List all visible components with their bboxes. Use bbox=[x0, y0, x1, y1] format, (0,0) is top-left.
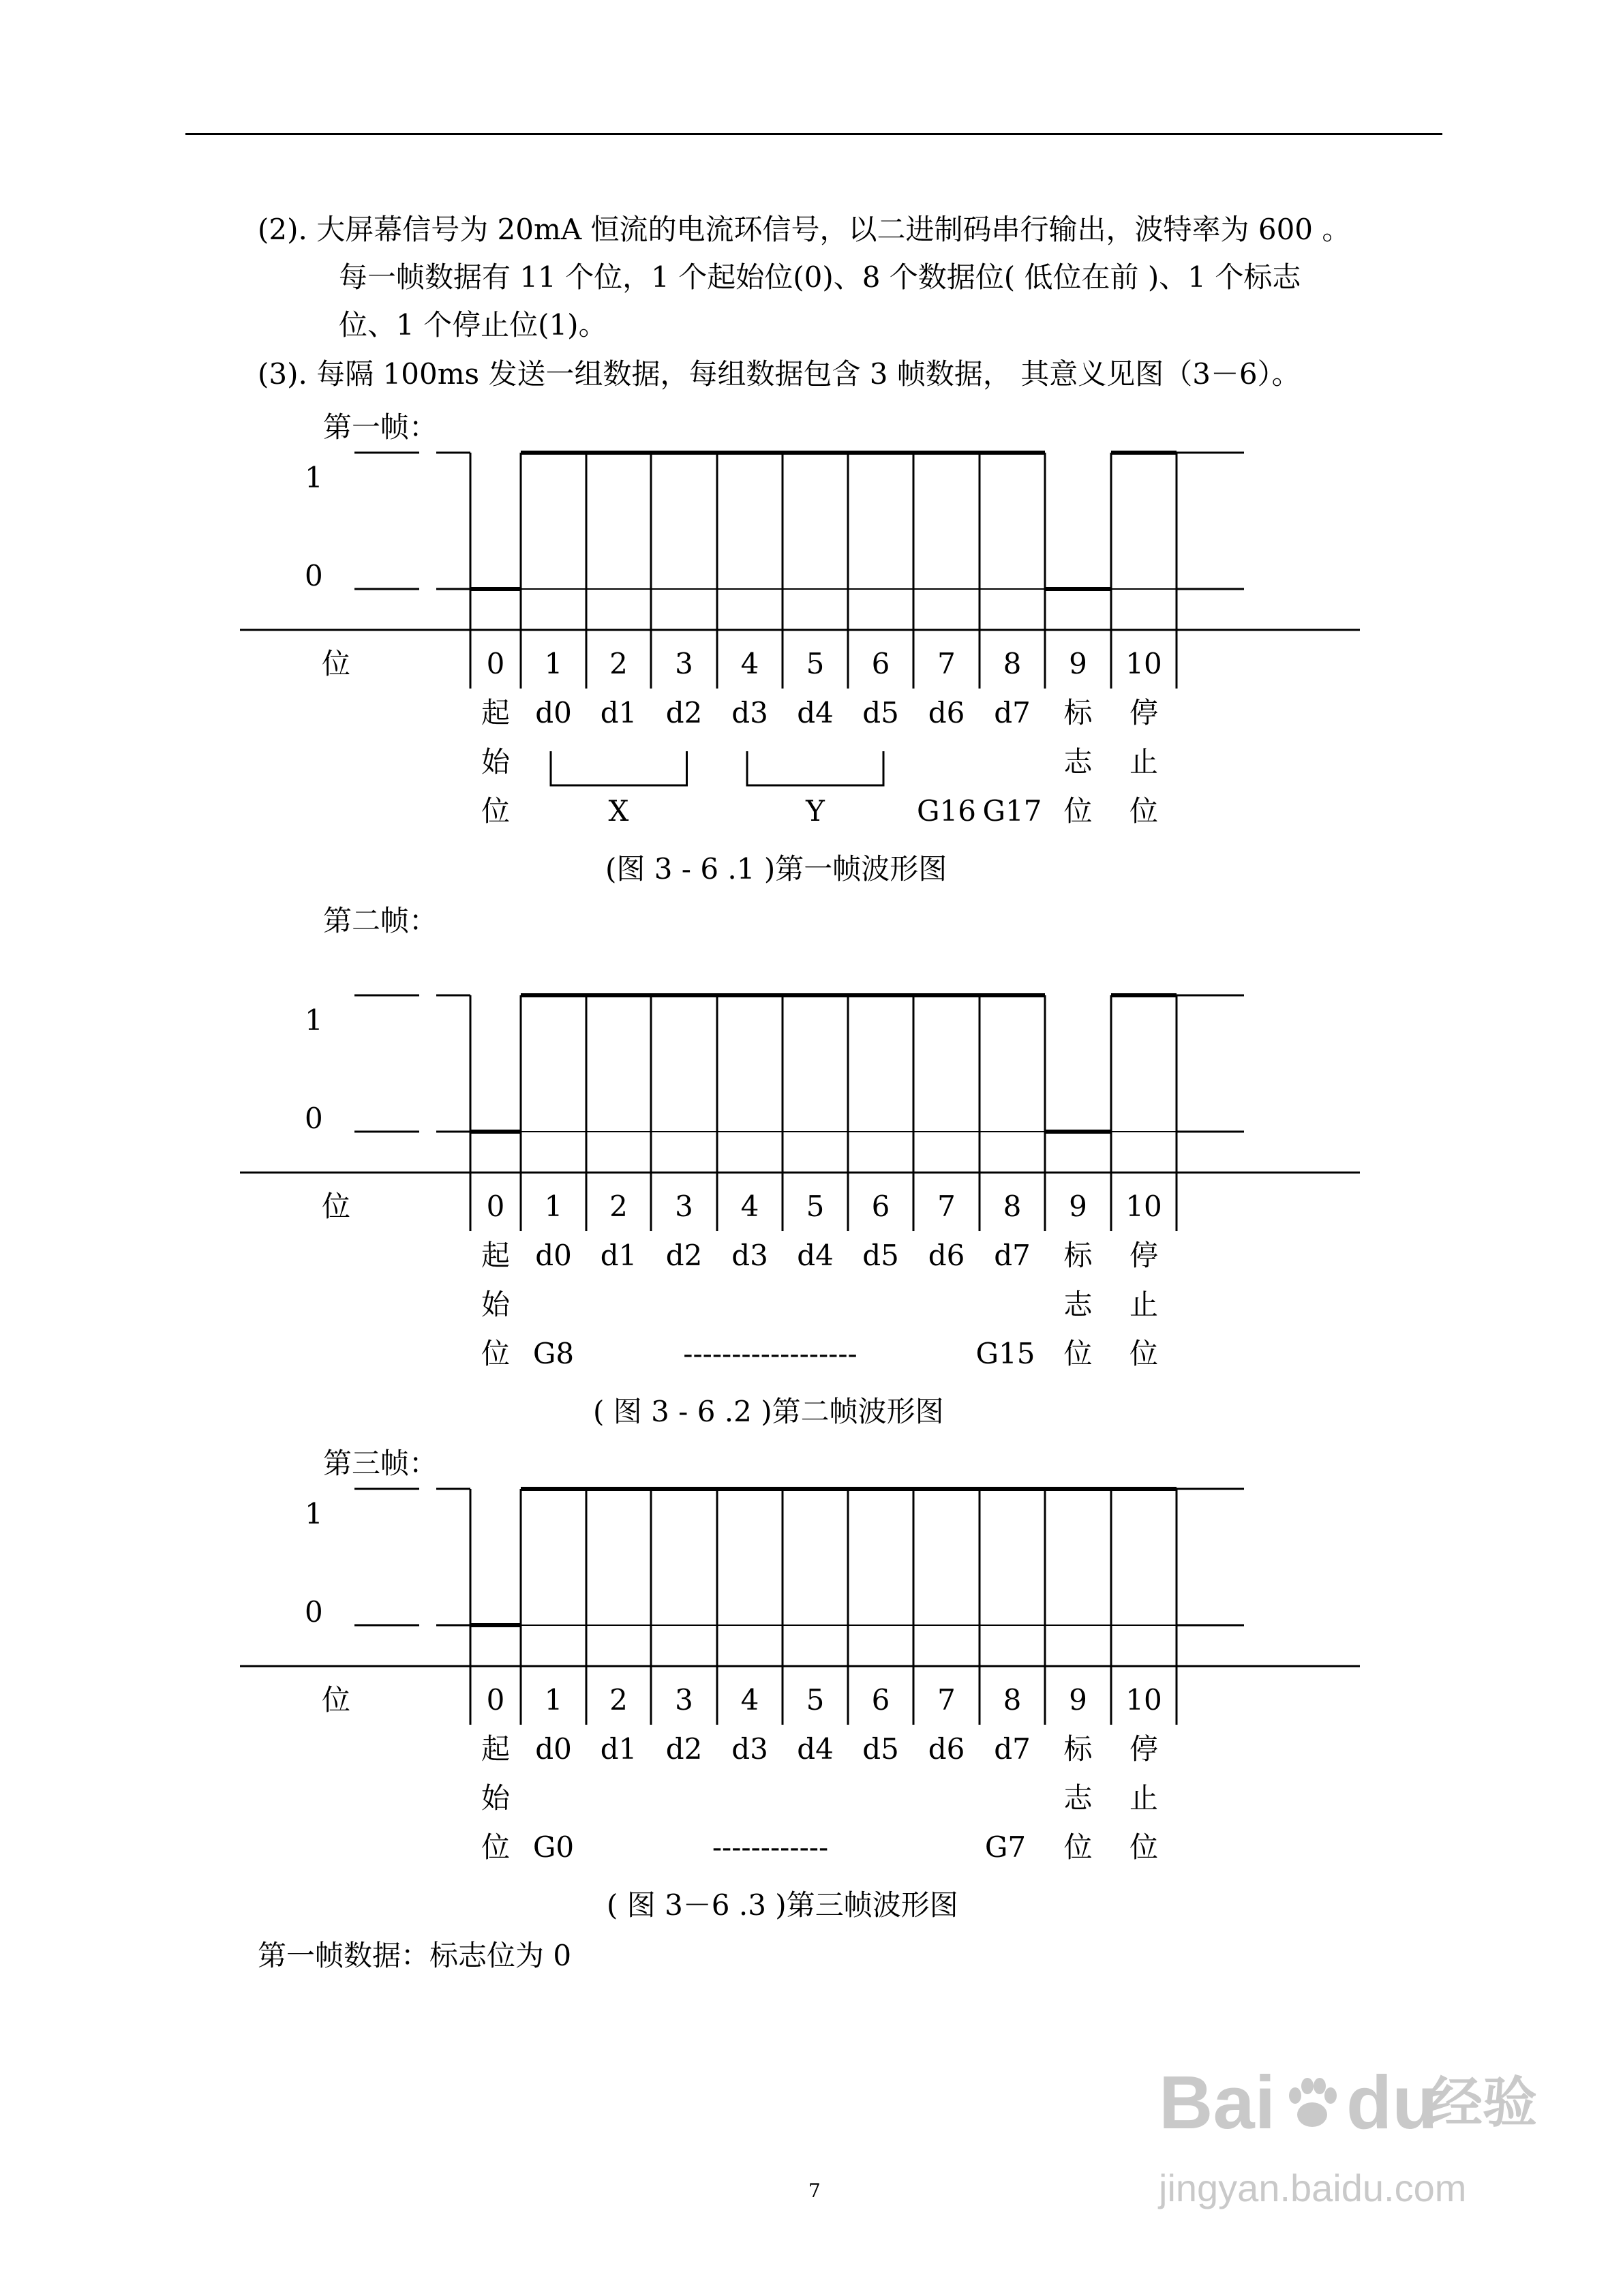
baidu-watermark bbox=[1159, 2061, 1541, 2222]
bit-number-0: 0 bbox=[486, 647, 505, 680]
bit-meaning2-0: 始 bbox=[481, 1288, 511, 1321]
bit-meaning2-0: 始 bbox=[481, 1781, 511, 1815]
row-label: 位 bbox=[322, 1683, 351, 1717]
bit-meaning-6: d5 bbox=[862, 1732, 899, 1766]
frame-1-caption: (图 3 - 6 .1 )第一帧波形图 bbox=[605, 852, 947, 886]
paw-icon bbox=[1281, 2072, 1343, 2134]
bit-meaning-4: d3 bbox=[731, 1239, 768, 1272]
bit-meaning-5: d4 bbox=[797, 1239, 834, 1272]
group-label-dash: ------------ bbox=[712, 1830, 829, 1864]
bit-number-3: 3 bbox=[675, 647, 693, 680]
frame-3-level-high: 1 bbox=[305, 1497, 323, 1530]
bit-meaning3-10: 位 bbox=[1129, 1830, 1159, 1864]
frame-3-caption: ( 图 3－6 .3 )第三帧波形图 bbox=[607, 1888, 958, 1922]
bit-meaning2-10: 止 bbox=[1129, 745, 1159, 779]
bit-meaning-3: d2 bbox=[665, 1732, 703, 1766]
frame-1-title: 第一帧： bbox=[323, 410, 438, 444]
paragraph-3-line-1: (3). 每隔 100ms 发送一组数据，每组数据包含 3 帧数据， 其意义见图（3－6）。 bbox=[258, 357, 1301, 391]
group-label-dash: ------------------ bbox=[683, 1337, 858, 1370]
page-number: 7 bbox=[808, 2179, 821, 2202]
bit-meaning-10: 停 bbox=[1129, 1239, 1159, 1272]
paragraph-2-line-2: 每一帧数据有 11 个位，1 个起始位(0)、8 个数据位( 低位在前 )、1 个标志 bbox=[339, 260, 1301, 294]
bit-number-0: 0 bbox=[486, 1190, 505, 1223]
bit-number-3: 3 bbox=[675, 1683, 693, 1717]
bit-meaning2-9: 志 bbox=[1063, 1781, 1093, 1815]
group-label-x: X bbox=[608, 794, 629, 828]
bit-number-0: 0 bbox=[486, 1683, 505, 1717]
bit-meaning-9: 标 bbox=[1063, 696, 1093, 729]
bit-number-2: 2 bbox=[609, 1190, 628, 1223]
bit-number-9: 9 bbox=[1069, 1190, 1087, 1223]
bit-number-1: 1 bbox=[544, 647, 563, 680]
bit-meaning2-10: 止 bbox=[1129, 1288, 1159, 1321]
bit-number-7: 7 bbox=[937, 1190, 956, 1223]
watermark-brand-cn: 经验 bbox=[1428, 2071, 1537, 2134]
bit-meaning2-9: 志 bbox=[1063, 1288, 1093, 1321]
bit-number-4: 4 bbox=[740, 1683, 759, 1717]
bit-number-8: 8 bbox=[1003, 647, 1022, 680]
bit-meaning-4: d3 bbox=[731, 1732, 768, 1766]
bit-meaning-5: d4 bbox=[797, 1732, 834, 1766]
bit-meaning-3: d2 bbox=[665, 696, 703, 729]
bit-meaning3-9: 位 bbox=[1063, 1830, 1093, 1864]
bit-meaning3-0: 位 bbox=[481, 1337, 511, 1370]
paragraph-2-line-1: (2). 大屏幕信号为 20mA 恒流的电流环信号，以二进制码串行输出，波特率为 600 。 bbox=[258, 213, 1351, 246]
bit-number-1: 1 bbox=[544, 1190, 563, 1223]
bit-number-9: 9 bbox=[1069, 647, 1087, 680]
bit-number-2: 2 bbox=[609, 647, 628, 680]
group-label-g17: G17 bbox=[982, 794, 1042, 828]
bit-meaning-10: 停 bbox=[1129, 1732, 1159, 1766]
group-label-end: G7 bbox=[984, 1830, 1027, 1864]
bit-meaning2-0: 始 bbox=[481, 745, 511, 779]
bit-number-3: 3 bbox=[675, 1190, 693, 1223]
bit-number-4: 4 bbox=[740, 647, 759, 680]
bit-meaning-6: d5 bbox=[862, 696, 899, 729]
frame-2-level-low: 0 bbox=[305, 1102, 323, 1135]
frame-1-level-high: 1 bbox=[305, 461, 323, 494]
frame-2-level-high: 1 bbox=[305, 1003, 323, 1037]
bit-number-4: 4 bbox=[740, 1190, 759, 1223]
bit-number-2: 2 bbox=[609, 1683, 628, 1717]
bit-meaning-0: 起 bbox=[481, 696, 511, 729]
bit-meaning-9: 标 bbox=[1063, 1732, 1093, 1766]
bit-meaning-4: d3 bbox=[731, 696, 768, 729]
bit-meaning-8: d7 bbox=[994, 1239, 1031, 1272]
watermark-brand-du: du bbox=[1346, 2061, 1438, 2145]
bit-meaning3-9: 位 bbox=[1063, 1337, 1093, 1370]
bit-meaning-9: 标 bbox=[1063, 1239, 1093, 1272]
bit-number-7: 7 bbox=[937, 1683, 956, 1717]
bit-number-5: 5 bbox=[806, 1190, 825, 1223]
bit-number-1: 1 bbox=[544, 1683, 563, 1717]
frame-2-title: 第二帧： bbox=[323, 904, 438, 937]
bit-meaning3-10: 位 bbox=[1129, 794, 1159, 828]
group-label-g16: G16 bbox=[917, 794, 976, 828]
bit-meaning3-10: 位 bbox=[1129, 1337, 1159, 1370]
bit-meaning3-0: 位 bbox=[481, 1830, 511, 1864]
bit-number-6: 6 bbox=[871, 1190, 890, 1223]
bit-meaning-1: d0 bbox=[535, 1732, 572, 1766]
bit-meaning-8: d7 bbox=[994, 1732, 1031, 1766]
bit-number-9: 9 bbox=[1069, 1683, 1087, 1717]
bit-number-10: 10 bbox=[1125, 647, 1162, 680]
group-label-start: G8 bbox=[532, 1337, 575, 1370]
bit-number-5: 5 bbox=[806, 1683, 825, 1717]
bit-number-10: 10 bbox=[1125, 1683, 1162, 1717]
frame-3-level-low: 0 bbox=[305, 1595, 323, 1629]
bit-number-5: 5 bbox=[806, 647, 825, 680]
footer-note: 第一帧数据：标志位为 0 bbox=[258, 1939, 572, 1972]
bit-meaning-1: d0 bbox=[535, 696, 572, 729]
row-label: 位 bbox=[322, 647, 351, 680]
bit-meaning-2: d1 bbox=[600, 1239, 637, 1272]
bit-meaning3-9: 位 bbox=[1063, 794, 1093, 828]
bit-meaning-10: 停 bbox=[1129, 696, 1159, 729]
watermark-url: jingyan.baidu.com bbox=[1159, 2166, 1467, 2209]
bit-meaning-1: d0 bbox=[535, 1239, 572, 1272]
bit-meaning-8: d7 bbox=[994, 696, 1031, 729]
bit-meaning-2: d1 bbox=[600, 696, 637, 729]
frame-3-title: 第三帧： bbox=[323, 1447, 438, 1480]
bit-meaning2-10: 止 bbox=[1129, 1781, 1159, 1815]
bit-meaning-6: d5 bbox=[862, 1239, 899, 1272]
bit-number-8: 8 bbox=[1003, 1190, 1022, 1223]
bit-meaning2-9: 志 bbox=[1063, 745, 1093, 779]
watermark-brand: Bai bbox=[1159, 2061, 1276, 2145]
bit-number-7: 7 bbox=[937, 647, 956, 680]
bit-number-8: 8 bbox=[1003, 1683, 1022, 1717]
bit-meaning-0: 起 bbox=[481, 1239, 511, 1272]
bit-meaning-7: d6 bbox=[928, 1239, 965, 1272]
frame-1-level-low: 0 bbox=[305, 559, 323, 592]
bit-meaning-0: 起 bbox=[481, 1732, 511, 1766]
group-label-end: G15 bbox=[975, 1337, 1035, 1370]
bit-meaning-2: d1 bbox=[600, 1732, 637, 1766]
row-label: 位 bbox=[322, 1190, 351, 1223]
paragraph-2-line-3: 位、1 个停止位(1)。 bbox=[339, 308, 607, 342]
bit-number-6: 6 bbox=[871, 1683, 890, 1717]
bit-meaning-5: d4 bbox=[797, 696, 834, 729]
group-label-start: G0 bbox=[532, 1830, 575, 1864]
group-label-y: Y bbox=[806, 794, 825, 828]
bit-meaning-3: d2 bbox=[665, 1239, 703, 1272]
bit-meaning-7: d6 bbox=[928, 1732, 965, 1766]
bit-meaning3-0: 位 bbox=[481, 794, 511, 828]
bit-meaning-7: d6 bbox=[928, 696, 965, 729]
bit-number-10: 10 bbox=[1125, 1190, 1162, 1223]
bit-number-6: 6 bbox=[871, 647, 890, 680]
frame-2-caption: ( 图 3 - 6 .2 )第二帧波形图 bbox=[593, 1395, 944, 1428]
